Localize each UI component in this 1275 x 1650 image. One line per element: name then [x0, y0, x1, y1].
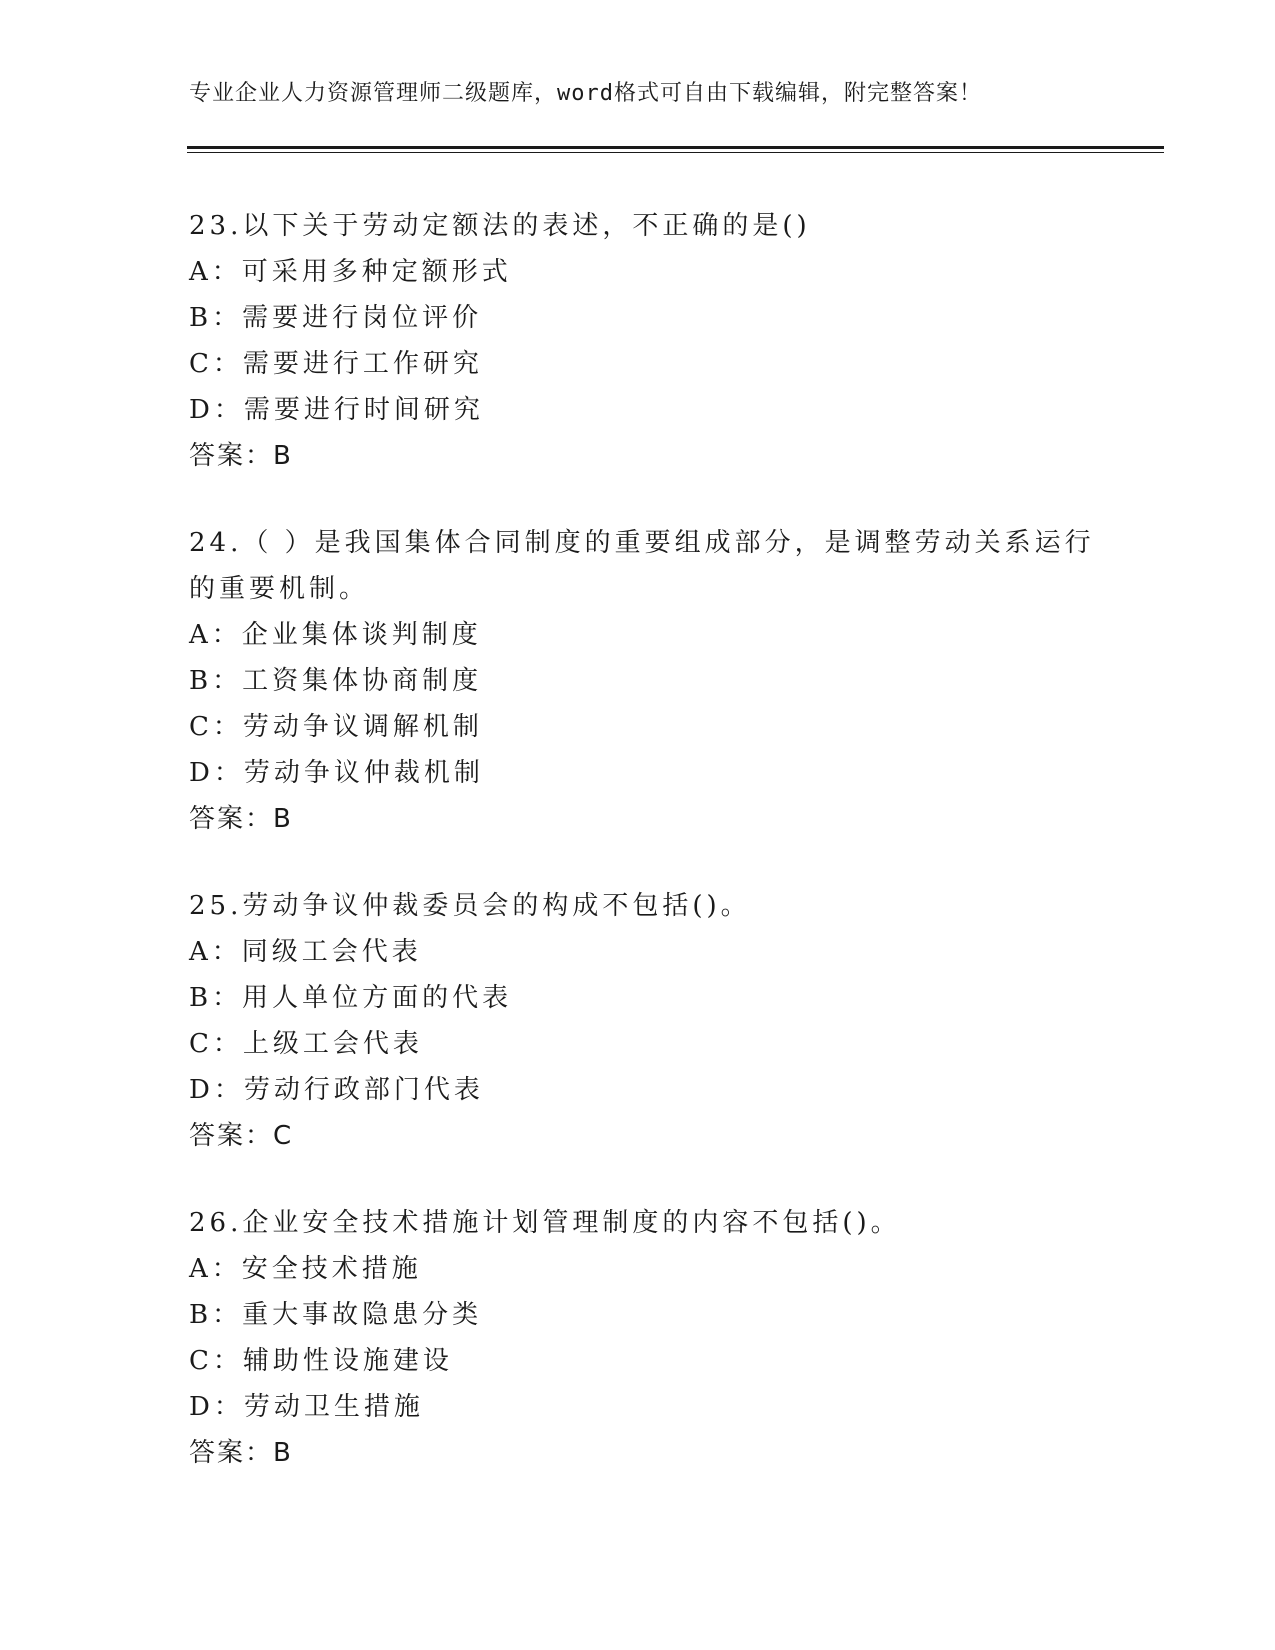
option-b: B：用人单位方面的代表 — [189, 983, 513, 1013]
header-rule-thin — [187, 152, 1164, 153]
question-stem-continued: 的重要机制。 — [189, 574, 370, 604]
question-stem: 23.以下关于劳动定额法的表述，不正确的是() — [189, 211, 811, 241]
option-d: D：劳动卫生措施 — [189, 1392, 424, 1422]
question-stem: 25.劳动争议仲裁委员会的构成不包括()。 — [189, 891, 751, 921]
answer-line: 答案：B — [189, 441, 293, 471]
option-a: A：企业集体谈判制度 — [189, 620, 482, 650]
header-rule-thick — [187, 146, 1164, 149]
answer-line: 答案：B — [189, 804, 293, 834]
option-d: D：劳动行政部门代表 — [189, 1075, 484, 1105]
option-b: B：需要进行岗位评价 — [189, 303, 483, 333]
page-header: 专业企业人力资源管理师二级题库，word格式可自由下载编辑，附完整答案！ — [189, 81, 982, 106]
answer-line: 答案：B — [189, 1438, 293, 1468]
question-list — [189, 203, 1095, 1517]
option-a: A：同级工会代表 — [189, 937, 422, 967]
question-26 — [189, 1200, 1089, 1476]
option-c: C：劳动争议调解机制 — [189, 712, 483, 742]
question-stem: 26.企业安全技术措施计划管理制度的内容不包括()。 — [189, 1208, 901, 1238]
answer-line: 答案：C — [189, 1121, 294, 1151]
option-b: B：工资集体协商制度 — [189, 666, 483, 696]
option-a: A：安全技术措施 — [189, 1254, 422, 1284]
option-d: D：劳动争议仲裁机制 — [189, 758, 484, 788]
question-23 — [189, 203, 1089, 479]
option-c: C：辅助性设施建设 — [189, 1346, 453, 1376]
option-a: A：可采用多种定额形式 — [189, 257, 512, 287]
option-c: C：上级工会代表 — [189, 1029, 423, 1059]
question-25 — [189, 883, 1089, 1159]
question-24 — [189, 520, 1095, 842]
question-stem: 24.（ ）是我国集体合同制度的重要组成部分，是调整劳动关系运行 — [189, 528, 1095, 558]
option-d: D：需要进行时间研究 — [189, 395, 484, 425]
option-b: B：重大事故隐患分类 — [189, 1300, 483, 1330]
option-c: C：需要进行工作研究 — [189, 349, 483, 379]
